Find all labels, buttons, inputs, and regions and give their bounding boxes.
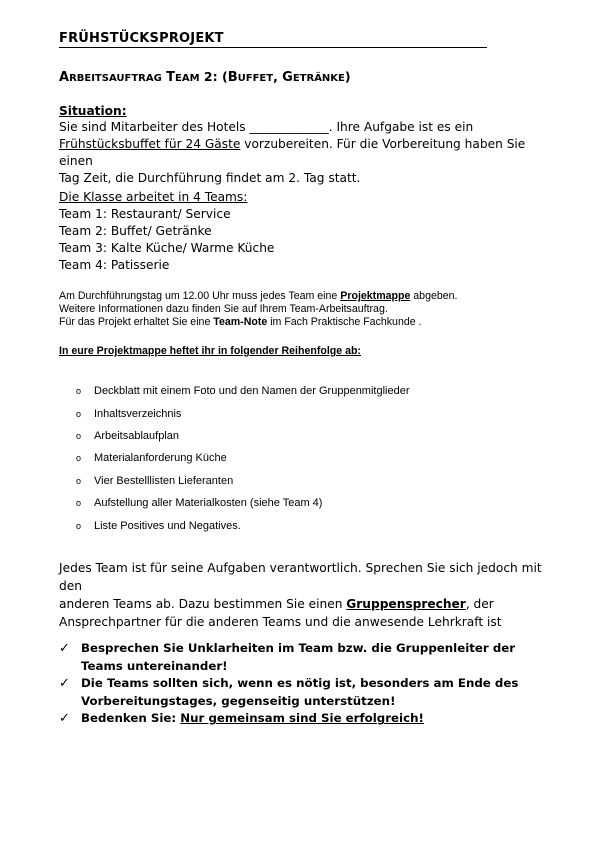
check-text: Die Teams sollten sich, wenn es nötig ist, besonders am Ende des Vorbereitungstages, gegenseitig unterstützen!: [81, 676, 519, 708]
team-note-term: Team-Note: [213, 316, 268, 328]
mappe-heading: In eure Projektmappe heftet ihr in folgender Reihenfolge ab:: [59, 345, 361, 357]
team-entry: Team 4: Patisserie: [59, 258, 170, 272]
check-item: [59, 710, 539, 728]
checkmark-icon: ✓: [59, 711, 70, 727]
responsibility-paragraph: [59, 559, 559, 631]
team-entry: Team 1: Restaurant/ Service: [59, 207, 231, 221]
situation-text: [59, 119, 559, 187]
subtitle-letter: G: [282, 70, 293, 85]
bullet-icon: o: [76, 408, 82, 419]
subtitle-letter: A: [59, 70, 70, 85]
list-item: [76, 470, 410, 492]
paragraph-line: Jedes Team ist für seine Aufgaben verantwortlich. Sprechen Sie sich jedoch mit den: [59, 561, 542, 593]
list-item: [76, 514, 410, 536]
situation-line: Tag Zeit, die Durchführung findet am 2. Tag statt.: [59, 171, 361, 185]
subtitle-letter: T: [166, 70, 176, 85]
list-item: [76, 402, 410, 424]
list-item-text: Materialanforderung Küche: [94, 452, 227, 465]
checkmark-icon: ✓: [59, 641, 70, 656]
subtitle-number: 2: (: [199, 69, 228, 84]
situation-line: vorzubereiten. Für die Vorbereitung haben Sie einen: [59, 137, 526, 168]
situation-heading: Situation:: [59, 104, 127, 118]
list-item: [76, 492, 410, 514]
check-text: Besprechen Sie Unklarheiten im Team bzw. die Gruppenleiter der Teams untereinander!: [81, 641, 516, 673]
assignment-subtitle: [59, 69, 351, 85]
situation-line: Sie sind Mitarbeiter des Hotels _____________. Ihre Aufgabe ist es ein: [59, 120, 474, 134]
list-item-text: Deckblatt mit einem Foto und den Namen der Gruppenmitglieder: [94, 385, 410, 398]
team-overview-heading: Die Klasse arbeitet in 4 Teams:: [59, 190, 248, 204]
check-item: [59, 675, 539, 710]
buffet-phrase: Frühstücksbuffet für 24 Gäste: [59, 137, 241, 151]
paragraph-line: Ansprechpartner für die anderen Teams und die anwesende Lehrkraft ist: [59, 615, 502, 629]
bullet-icon: o: [76, 498, 82, 509]
motto-text: Nur gemeinsam sind Sie erfolgreich!: [180, 711, 424, 726]
list-item-text: Aufstellung aller Materialkosten (siehe Team 4): [94, 497, 323, 510]
gruppensprecher-term: Gruppensprecher: [346, 597, 466, 611]
info-text: Weitere Informationen dazu finden Sie auf Ihrem Team-Arbeitsauftrag.: [59, 303, 388, 315]
project-info: [59, 290, 559, 329]
subtitle-smallcaps: UFFET: [237, 73, 274, 84]
list-item-text: Vier Bestelllisten Lieferanten: [94, 474, 234, 487]
bullet-icon: o: [76, 475, 82, 486]
info-text: Am Durchführungstag um 12.00 Uhr muss jedes Team eine: [59, 290, 341, 302]
document-title: FRÜHSTÜCKSPROJEKT: [59, 31, 487, 48]
subtitle-smallcaps: RBEITSAUFTRAG: [69, 73, 162, 84]
check-text: [81, 710, 424, 728]
subtitle-letter: B: [227, 70, 238, 85]
paragraph-line: , der: [465, 597, 494, 611]
team-entry: Team 3: Kalte Küche/ Warme Küche: [59, 241, 275, 255]
list-item: [76, 425, 410, 447]
bullet-icon: o: [76, 453, 82, 464]
team-overview: [59, 189, 274, 274]
list-item: [76, 380, 410, 402]
list-item-text: Inhaltsverzeichnis: [94, 407, 182, 420]
info-text: abgeben.: [410, 290, 458, 302]
subtitle-smallcaps: EAM: [175, 73, 200, 84]
tips-checklist: [59, 640, 539, 728]
bullet-icon: o: [76, 386, 82, 397]
subtitle-separator: ,: [273, 69, 283, 84]
team-entry: Team 2: Buffet/ Getränke: [59, 224, 212, 238]
checkmark-icon: ✓: [59, 676, 70, 692]
bullet-icon: o: [76, 430, 82, 441]
subtitle-close: ): [344, 69, 351, 84]
check-item: [59, 640, 539, 675]
check-text-prefix: Bedenken Sie:: [81, 711, 181, 726]
bullet-icon: o: [76, 520, 82, 531]
subtitle-smallcaps: ETRÄNKE: [292, 73, 345, 84]
mappe-checklist: [76, 380, 410, 537]
list-item-text: Liste Positives und Negatives.: [94, 519, 241, 532]
list-item-text: Arbeitsablaufplan: [94, 429, 180, 442]
info-text: im Fach Praktische Fachkunde .: [267, 316, 422, 328]
info-text: Für das Projekt erhaltet Sie eine: [59, 316, 214, 328]
list-item: [76, 447, 410, 469]
paragraph-line: anderen Teams ab. Dazu bestimmen Sie einen: [59, 597, 347, 611]
projektmappe-term: Projektmappe: [340, 290, 411, 302]
